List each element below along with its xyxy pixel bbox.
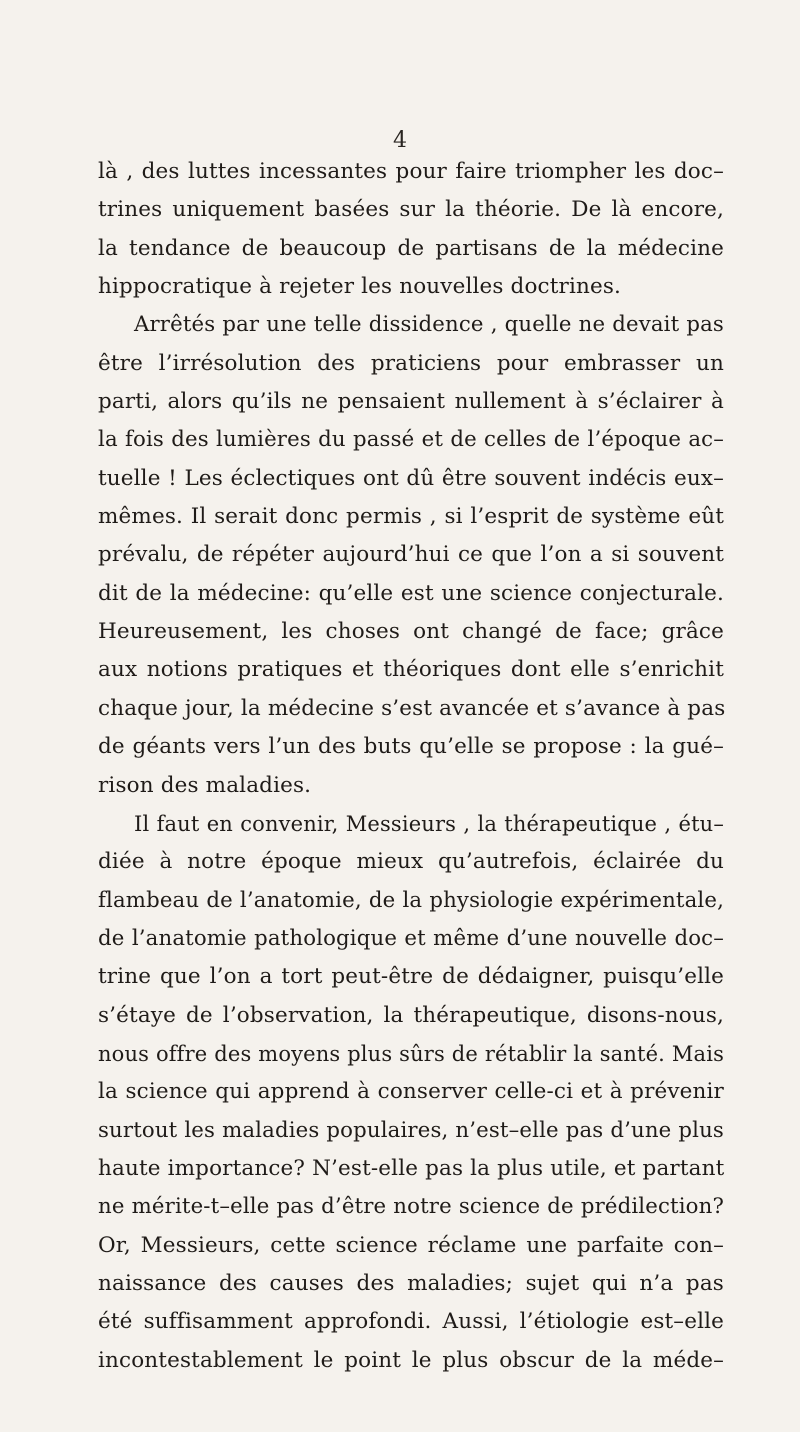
text-line: Il faut en convenir, Messieurs , la thérapeutique , étu– xyxy=(134,811,724,836)
text-line: être l’irrésolution des praticiens pour embrasser un xyxy=(98,350,724,376)
text-line: tuelle ! Les éclectiques ont dû être souvent indécis eux– xyxy=(98,465,724,491)
text-line: Or, Messieurs, cette science réclame une parfaite con– xyxy=(98,1232,724,1258)
text-line: hippocratique à rejeter les nouvelles doctrines. xyxy=(98,274,622,300)
text-line: dit de la médecine: qu’elle est une science conjecturale. xyxy=(98,580,724,606)
text-line: parti, alors qu’ils ne pensaient nullement à s’éclairer à xyxy=(98,389,724,415)
text-line: Heureusement, les choses ont changé de face; grâce xyxy=(98,619,724,645)
text-line: la tendance de beaucoup de partisans de la médecine xyxy=(98,235,724,261)
text-line: ne mérite-t–elle pas d’être notre science de prédilection? xyxy=(98,1194,724,1220)
text-line: diée à notre époque mieux qu’autrefois, éclairée du xyxy=(98,849,724,875)
text-line: de l’anatomie pathologique et même d’une nouvelle doc– xyxy=(98,925,724,951)
text-line: rison des maladies. xyxy=(98,772,312,798)
text-line: la fois des lumières du passé et de celles de l’époque ac– xyxy=(98,427,724,453)
text-line: nous offre des moyens plus sûrs de rétablir la santé. Mais xyxy=(98,1041,724,1066)
page-number: 4 xyxy=(393,128,407,153)
text-line: trines uniquement basées sur la théorie. De là encore, xyxy=(98,197,724,223)
text-line: été suffisamment approfondi. Aussi, l’étiologie est–elle xyxy=(98,1309,724,1335)
text-line: Arrêtés par une telle dissidence , quelle ne devait pas xyxy=(134,312,724,338)
text-line: chaque jour, la médecine s’est avancée et s’avance à pas xyxy=(98,695,726,721)
text-line: naissance des causes des maladies; sujet qui n’a pas xyxy=(98,1270,724,1296)
text-line: la science qui apprend à conserver celle-ci et à prévenir xyxy=(98,1079,724,1105)
text-line: là , des luttes incessantes pour faire triompher les doc– xyxy=(98,159,724,184)
text-line: haute importance? N’est-elle pas la plus utile, et partant xyxy=(98,1155,725,1181)
text-line: prévalu, de répéter aujourd’hui ce que l’on a si souvent xyxy=(98,542,724,568)
text-line: trine que l’on a tort peut-être de dédaigner, puisqu’elle xyxy=(98,964,724,990)
text-line: aux notions pratiques et théoriques dont elle s’enrichit xyxy=(98,657,724,683)
text-line: mêmes. Il serait donc permis , si l’esprit de système eût xyxy=(98,504,724,530)
text-line: s’étaye de l’observation, la thérapeutique, disons-nous, xyxy=(98,1002,724,1028)
text-line: flambeau de l’anatomie, de la physiologie expérimentale, xyxy=(98,887,724,913)
body-text xyxy=(98,153,724,1380)
text-line: surtout les maladies populaires, n’est–elle pas d’une plus xyxy=(98,1117,724,1143)
text-line: incontestablement le point le plus obscur de la méde– xyxy=(98,1347,724,1373)
text-line: de géants vers l’un des buts qu’elle se propose : la gué– xyxy=(98,734,724,760)
